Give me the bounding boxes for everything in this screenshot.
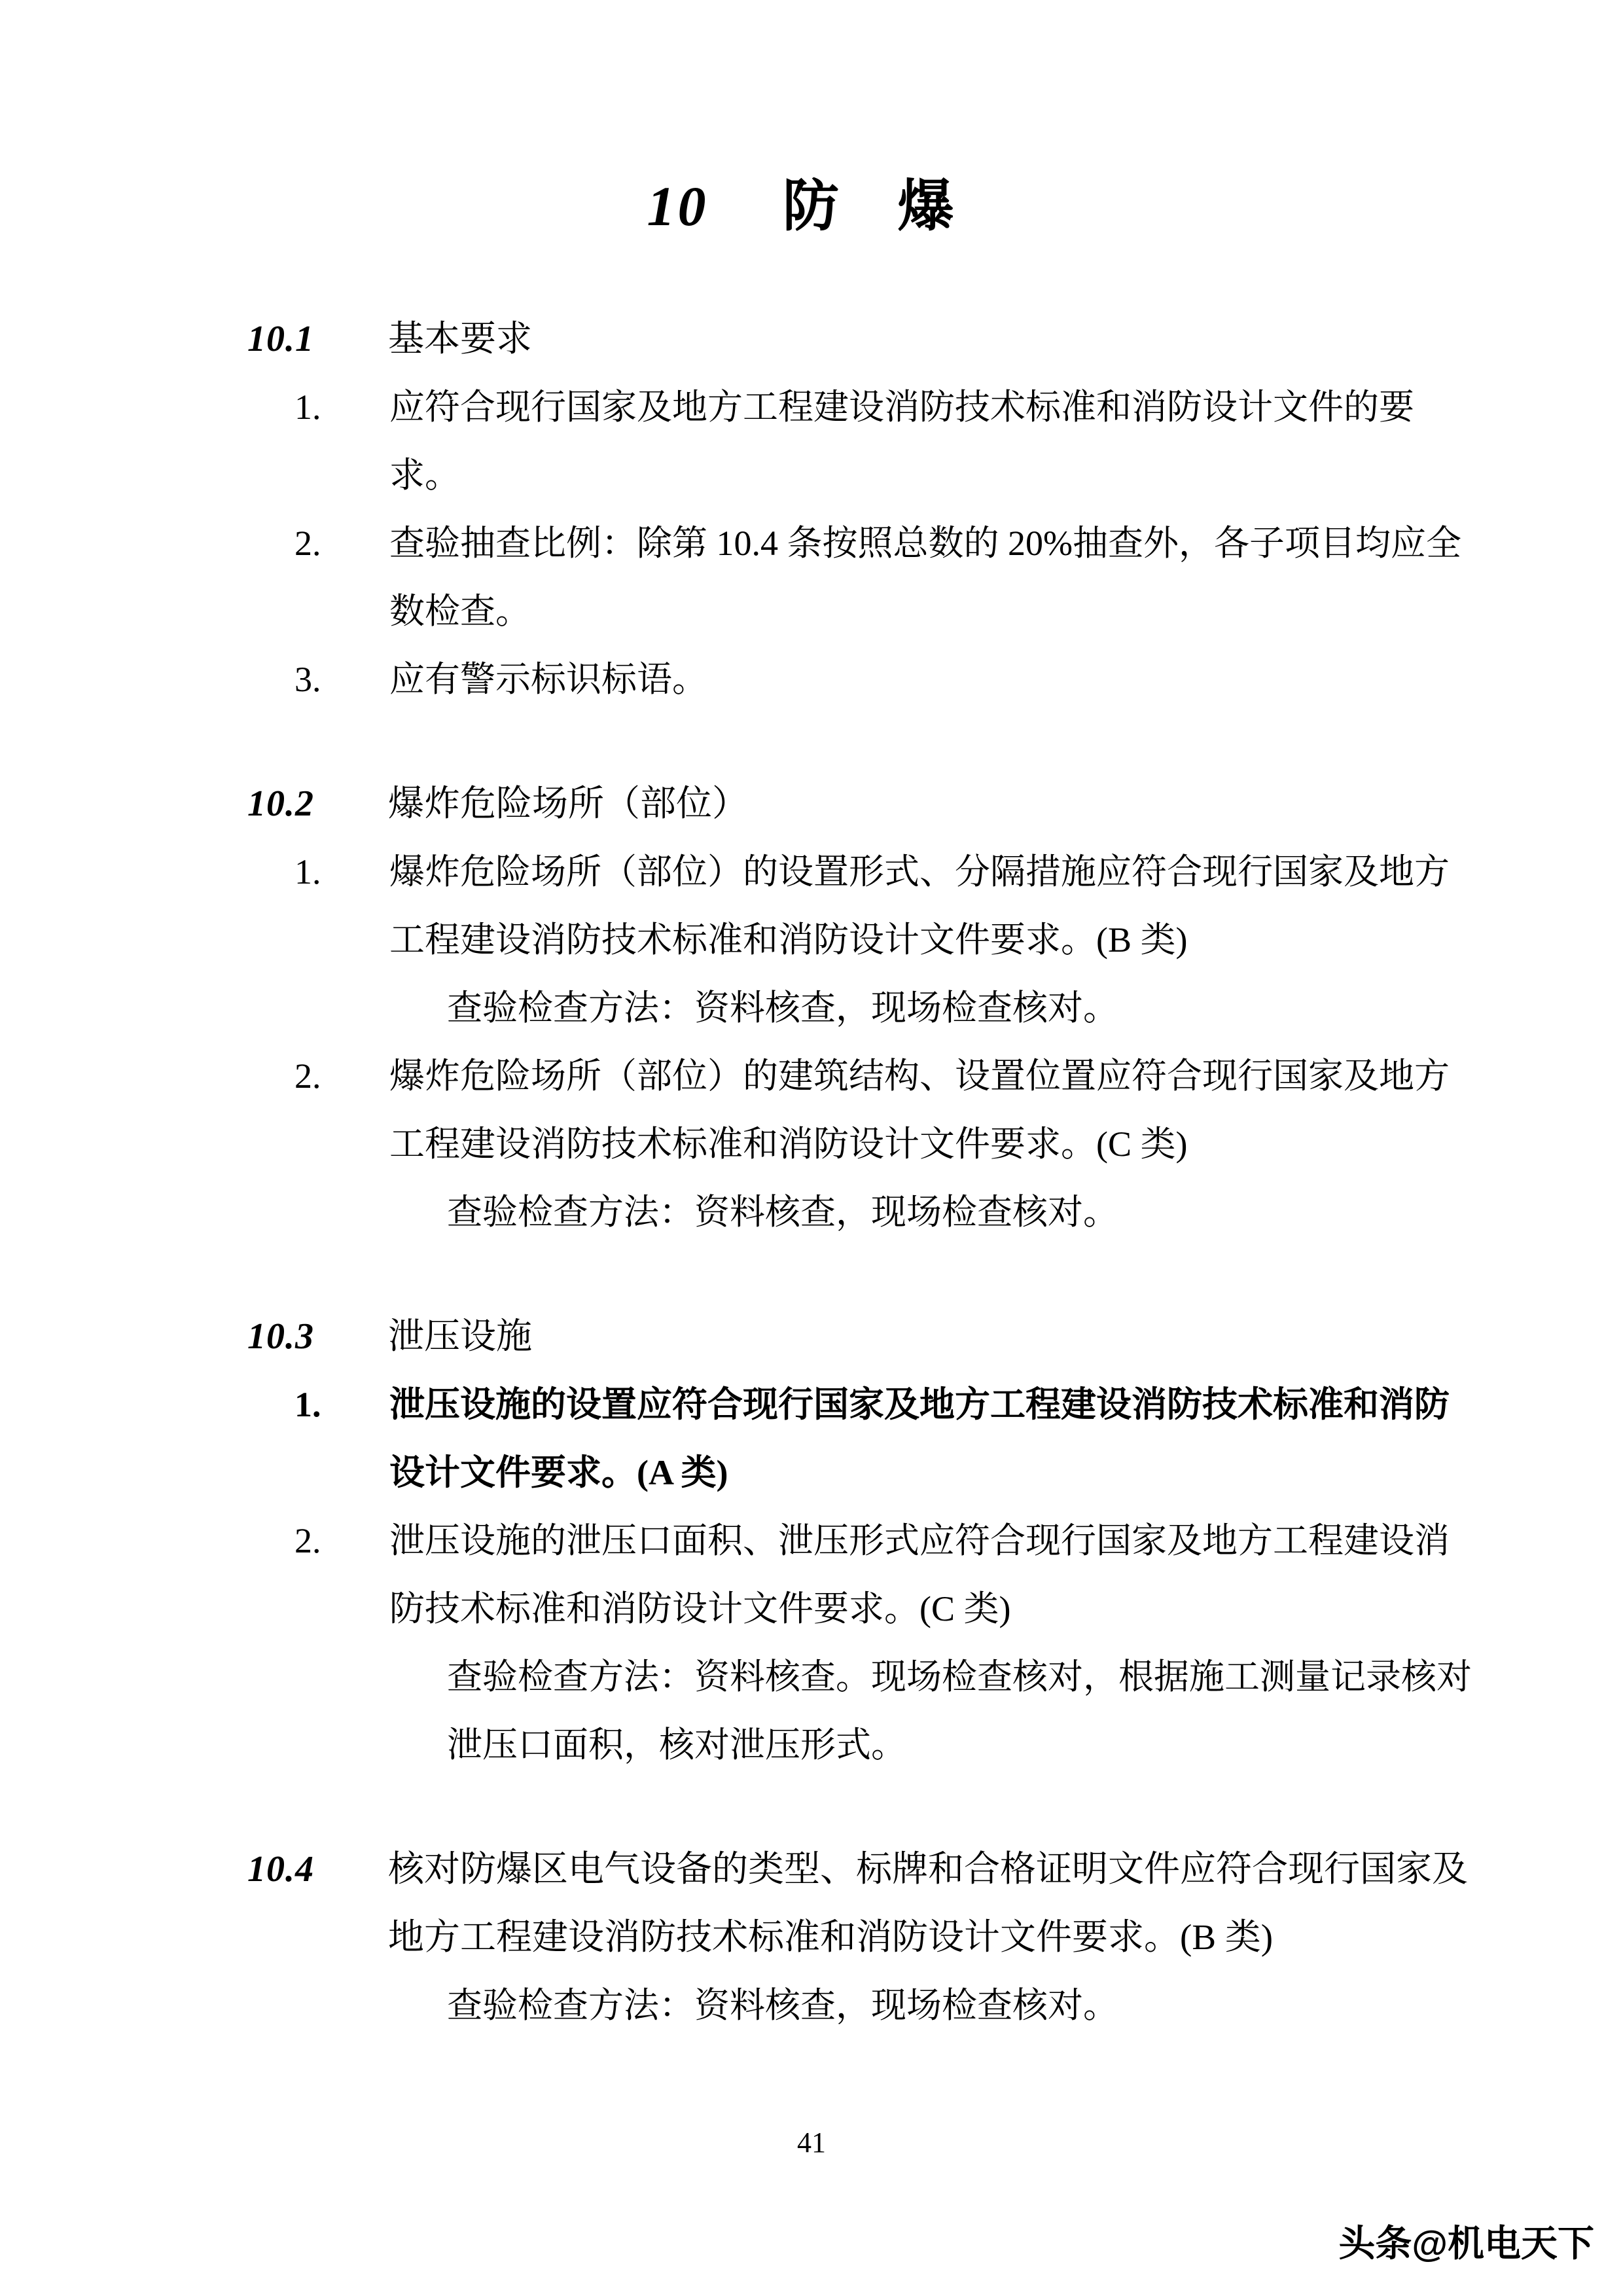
item-line xyxy=(0,441,1623,509)
item-number: 2. xyxy=(294,524,321,563)
method-text: 查验检查方法：资料核查。现场检查核对，根据施工测量记录核对 xyxy=(447,1657,1472,1696)
item-text: 求。 xyxy=(389,456,460,495)
item-text: 爆炸危险场所（部位）的建筑结构、设置位置应符合现行国家及地方 xyxy=(389,1056,1450,1096)
item-text: 数检查。 xyxy=(389,592,531,631)
page-number xyxy=(0,2109,1623,2177)
item-line xyxy=(0,1371,1623,1439)
method-line xyxy=(0,1711,1623,1779)
item-line xyxy=(0,645,1623,713)
page-number-value: 41 xyxy=(797,2126,826,2159)
chapter-number: 10 xyxy=(647,175,709,238)
section-heading-10.2 xyxy=(0,770,1623,838)
item-text: 泄压设施的泄压口面积、泄压形式应符合现行国家及地方工程建设消 xyxy=(389,1521,1450,1560)
item-line xyxy=(0,1110,1623,1178)
section-title: 泄压设施 xyxy=(388,1316,533,1356)
method-line xyxy=(0,1971,1623,2039)
method-text: 查验检查方法：资料核查，现场检查核对。 xyxy=(447,1193,1118,1232)
item-text: 爆炸危险场所（部位）的设置形式、分隔措施应符合现行国家及地方 xyxy=(389,852,1450,891)
item-number: 2. xyxy=(294,1521,321,1560)
chapter-word-2: 爆 xyxy=(897,175,954,238)
section-number: 10.4 xyxy=(247,1849,314,1890)
item-line xyxy=(0,1439,1623,1507)
item-line xyxy=(0,1507,1623,1575)
item-line xyxy=(0,1575,1623,1643)
item-line xyxy=(0,906,1623,974)
item-line xyxy=(0,1042,1623,1110)
item-text: 应符合现行国家及地方工程建设消防技术标准和消防设计文件的要 xyxy=(389,387,1414,427)
item-line xyxy=(0,838,1623,906)
chapter-word-1: 防 xyxy=(783,175,839,238)
method-line xyxy=(0,1178,1623,1246)
item-line xyxy=(0,373,1623,441)
method-line xyxy=(0,1643,1623,1711)
item-line xyxy=(0,1903,1623,1971)
item-text: 泄压设施的设置应符合现行国家及地方工程建设消防技术标准和消防 xyxy=(389,1385,1450,1424)
method-text: 查验检查方法：资料核查，现场检查核对。 xyxy=(447,988,1118,1028)
item-text: 应有警示标识标语。 xyxy=(389,660,707,699)
method-text: 泄压口面积，核对泄压形式。 xyxy=(447,1725,906,1765)
item-text: 工程建设消防技术标准和消防设计文件要求。(C 类) xyxy=(389,1124,1188,1164)
method-line xyxy=(0,974,1623,1042)
item-number: 1. xyxy=(294,387,321,427)
item-text: 工程建设消防技术标准和消防设计文件要求。(B 类) xyxy=(389,920,1188,960)
chapter-title xyxy=(0,157,1623,255)
item-number: 1. xyxy=(294,1385,321,1424)
item-text: 防技术标准和消防设计文件要求。(C 类) xyxy=(389,1589,1011,1628)
watermark-text: 头条@机电天下 xyxy=(1338,2223,1594,2264)
item-line xyxy=(0,509,1623,577)
section-heading-10.3 xyxy=(0,1302,1623,1371)
section-heading-10.4 xyxy=(0,1835,1623,1903)
method-text: 查验检查方法：资料核查，现场检查核对。 xyxy=(447,1986,1118,2025)
item-number: 3. xyxy=(294,660,321,699)
section-number: 10.3 xyxy=(247,1316,314,1357)
section-number: 10.2 xyxy=(247,783,314,824)
item-text: 设计文件要求。(A 类) xyxy=(389,1453,728,1492)
section-title: 爆炸危险场所（部位） xyxy=(388,783,749,823)
item-text: 查验抽查比例：除第 10.4 条按照总数的 20%抽查外，各子项目均应全 xyxy=(389,524,1461,563)
section-title: 基本要求 xyxy=(388,319,533,359)
item-number: 2. xyxy=(294,1056,321,1096)
section-number: 10.1 xyxy=(247,319,314,359)
section-text: 核对防爆区电气设备的类型、标牌和合格证明文件应符合现行国家及 xyxy=(388,1849,1469,1889)
watermark xyxy=(0,2210,1623,2278)
section-heading-10.1 xyxy=(0,305,1623,373)
item-line xyxy=(0,577,1623,645)
section-text: 地方工程建设消防技术标准和消防设计文件要求。(B 类) xyxy=(388,1917,1274,1957)
item-number: 1. xyxy=(294,852,321,891)
